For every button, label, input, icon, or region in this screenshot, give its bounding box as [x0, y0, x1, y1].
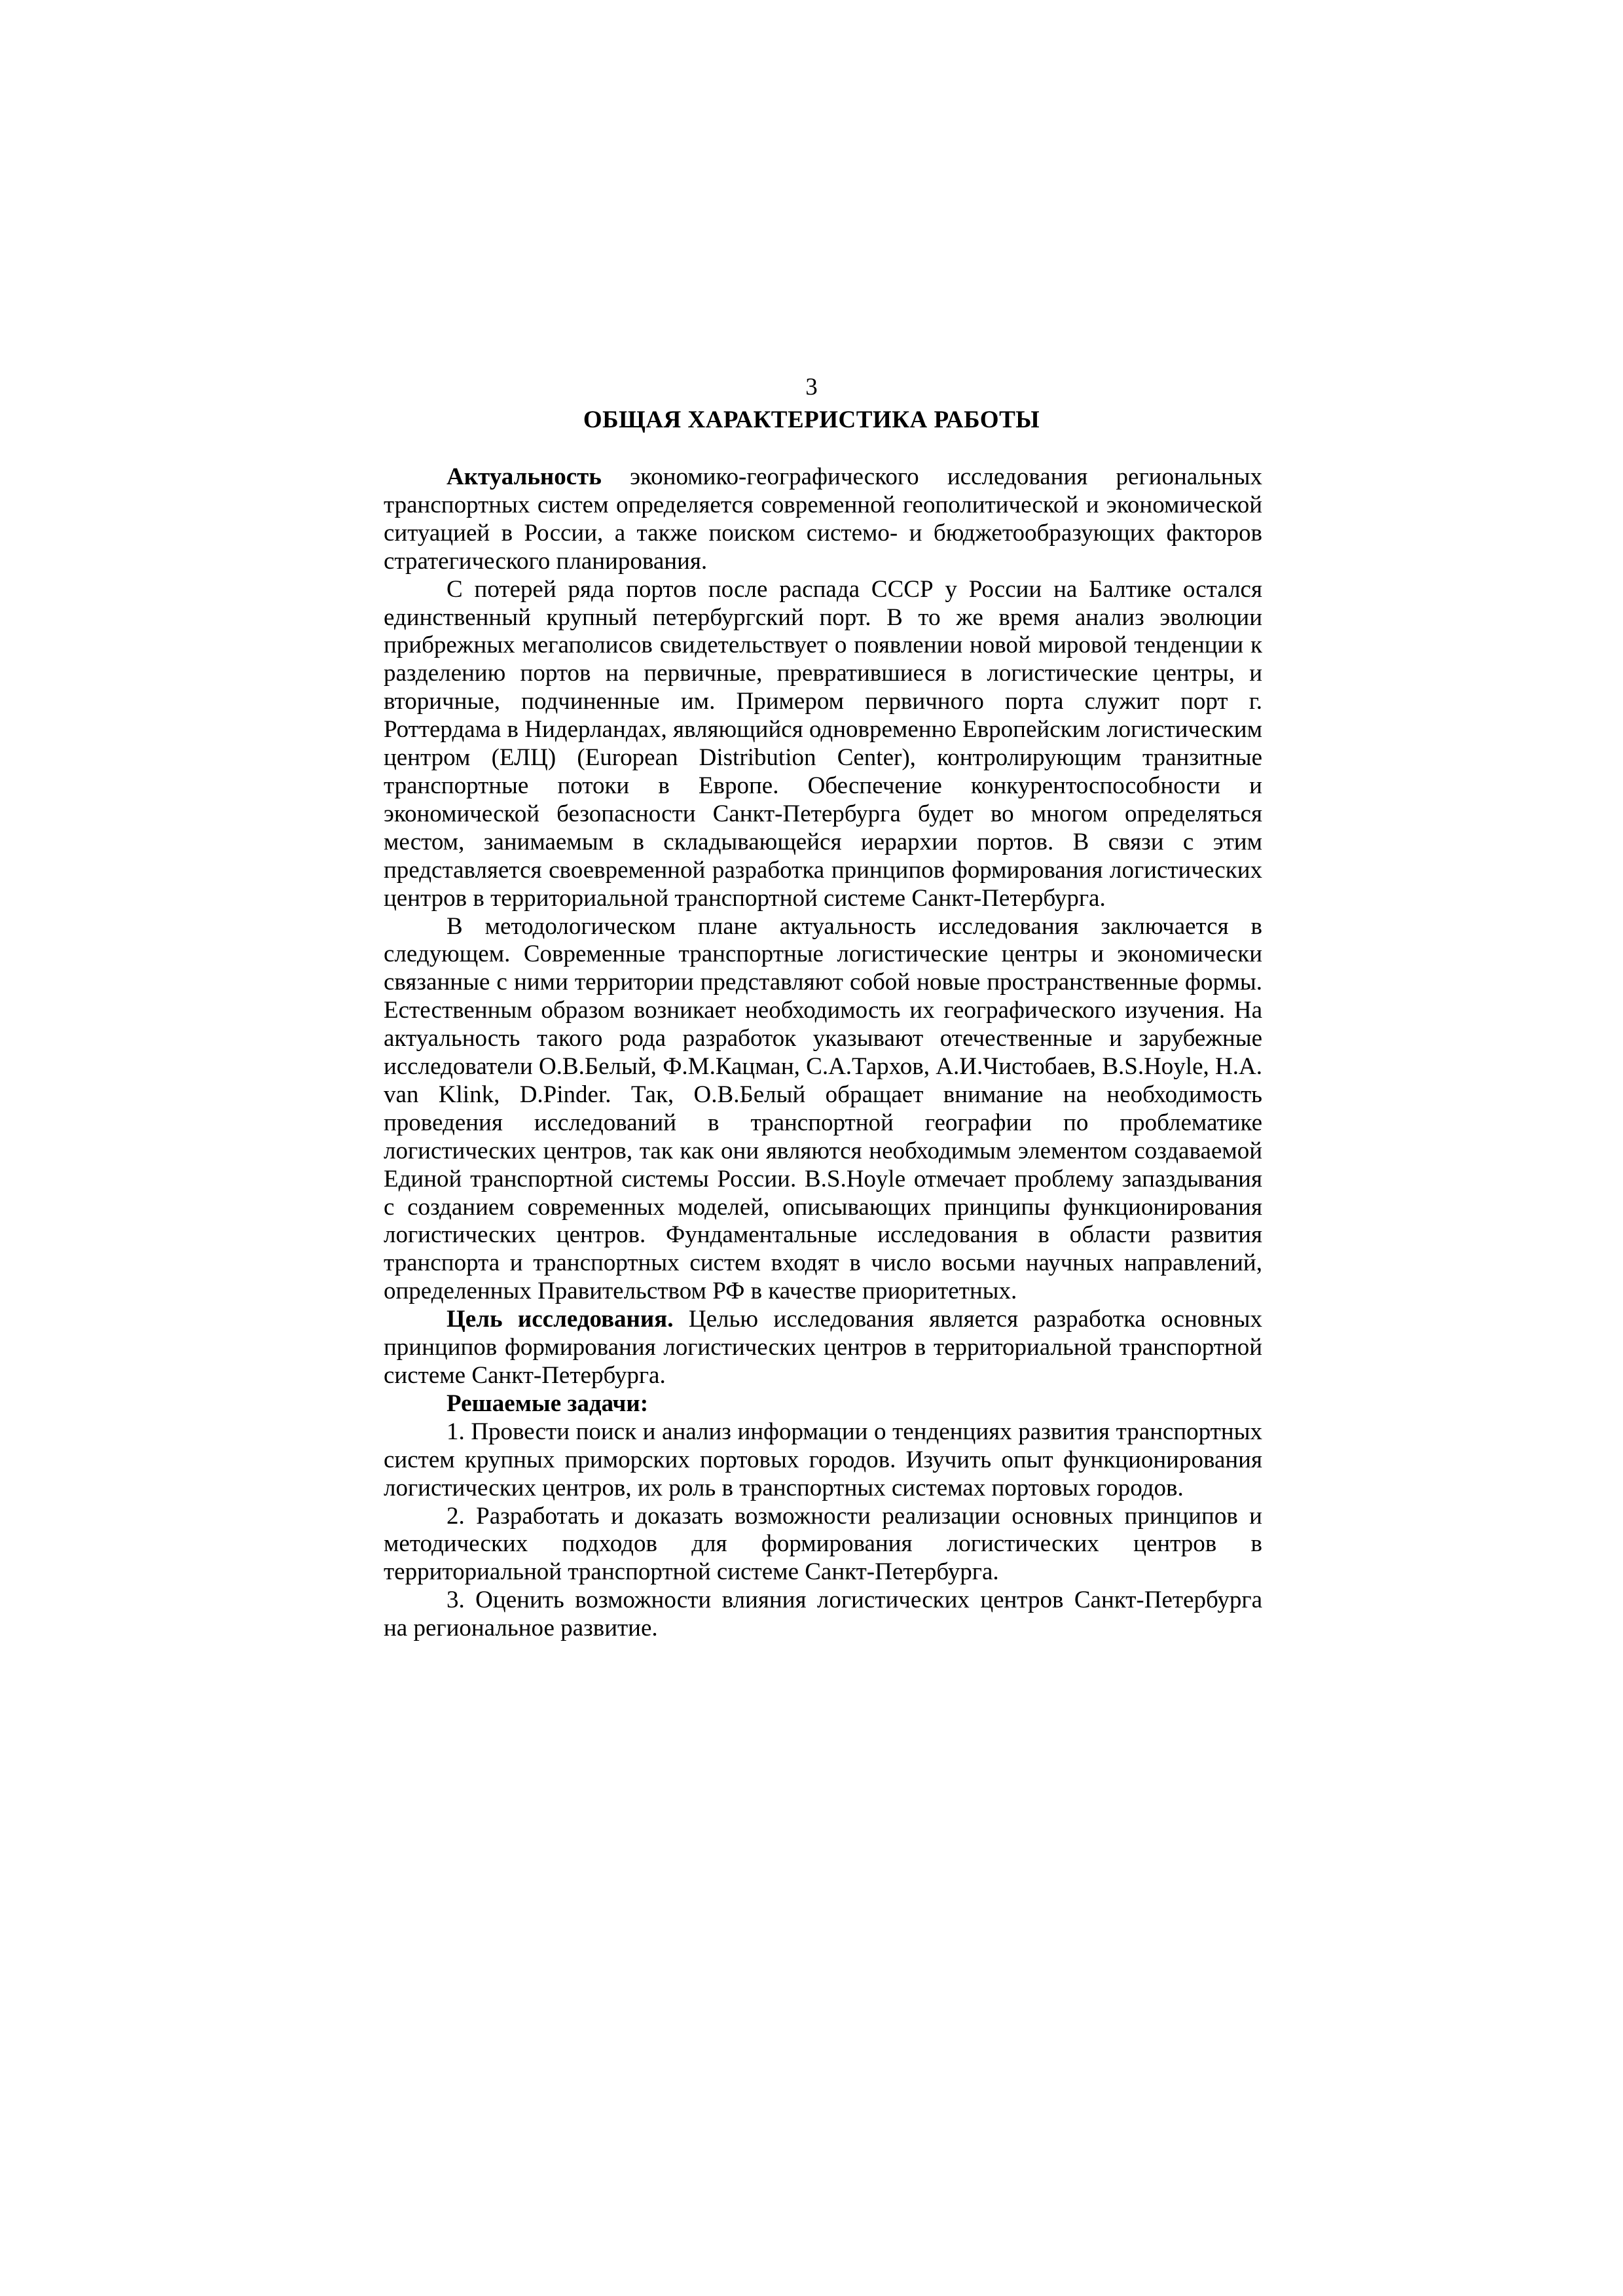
page-title: ОБЩАЯ ХАРАКТЕРИСТИКА РАБОТЫ [583, 406, 1040, 433]
task-item-2: 2. Разработать и доказать возможности реализации основных принципов и методических подходов для формирования логистических центров в территориальной транспортной системе Санкт-Петербурга. [384, 1502, 1262, 1586]
task-item-1: 1. Провести поиск и анализ информации о тенденциях развития транспортных систем крупных приморских портовых городов. Изучить опыт функционирования логистических центров, их роль в транспортных системах портовых городов. [384, 1418, 1262, 1501]
paragraph-methodology: В методологическом плане актуальность исследования заключается в следующем. Современные транспортные логистические центры и экономически связанные с ними территории представляют собой новые пространственные формы. Естественным образом возникает необходимость их географического изучения. На актуальность такого рода разработок указывают отечественные и зарубежные исследователи О.В.Белый, Ф.М.Кацман, С.А.Тархов, А.И.Чистобаев, B.S.Hoyle, H.A. van Klink, D.Pinder. Так, О.В.Белый обращает внимание на необходимость проведения исследований в транспортной географии по проблематике логистических центров, так как они являются необходимым элементом создаваемой Единой транспортной системы России. B.S.Hoyle отмечает проблему запаздывания с созданием современных моделей, описывающих принципы функционирования логистических центров. Фундаментальные исследования в области развития транспорта и транспортных систем входят в число восьми научных направлений, определенных Правительством РФ в качестве приоритетных. [384, 912, 1262, 1305]
goal-lead: Цель исследования. [447, 1306, 674, 1333]
relevance-text: экономико-географического исследования региональных транспортных систем определяется современной геополитической и экономической ситуацией в России, а также поиском системо- и бюджетообразующих факторов стратегического планирования. [384, 463, 1262, 575]
page-number: 3 [805, 374, 818, 401]
paragraph-relevance [384, 463, 1262, 576]
paragraph-goal [384, 1306, 1262, 1390]
paragraph-ports: С потерей ряда портов после распада СССР у России на Балтике остался единственный крупный петербургский порт. В то же время анализ эволюции прибрежных мегаполисов свидетельствует о появлении новой мировой тенденции к разделению портов на первичные, превратившиеся в логистические центры, и вторичные, подчиненные им. Примером первичного порта служит порт г. Роттердама в Нидерландах, являющийся одновременно Европейским логистическим центром (ЕЛЦ) (European Distribution Center), контролирующим транзитные транспортные потоки в Европе. Обеспечение конкурентоспособности и экономической безопасности Санкт-Петербурга будет во многом определяться местом, занимаемым в складывающейся иерархии портов. В связи с этим представляется своевременной разработка принципов формирования логистических центров в территориальной транспортной системе Санкт-Петербурга. [384, 575, 1262, 912]
relevance-lead: Актуальность [447, 463, 602, 490]
tasks-heading-text: Решаемые задачи: [447, 1390, 649, 1417]
body-text [384, 463, 1262, 1643]
tasks-heading [384, 1390, 1262, 1418]
goal-text: Целью исследования является разработка основных принципов формирования логистических центров в территориальной транспортной системе Санкт-Петербурга. [384, 1306, 1262, 1389]
task-item-3: 3. Оценить возможности влияния логистических центров Санкт-Петербурга на региональное развитие. [384, 1587, 1262, 1642]
